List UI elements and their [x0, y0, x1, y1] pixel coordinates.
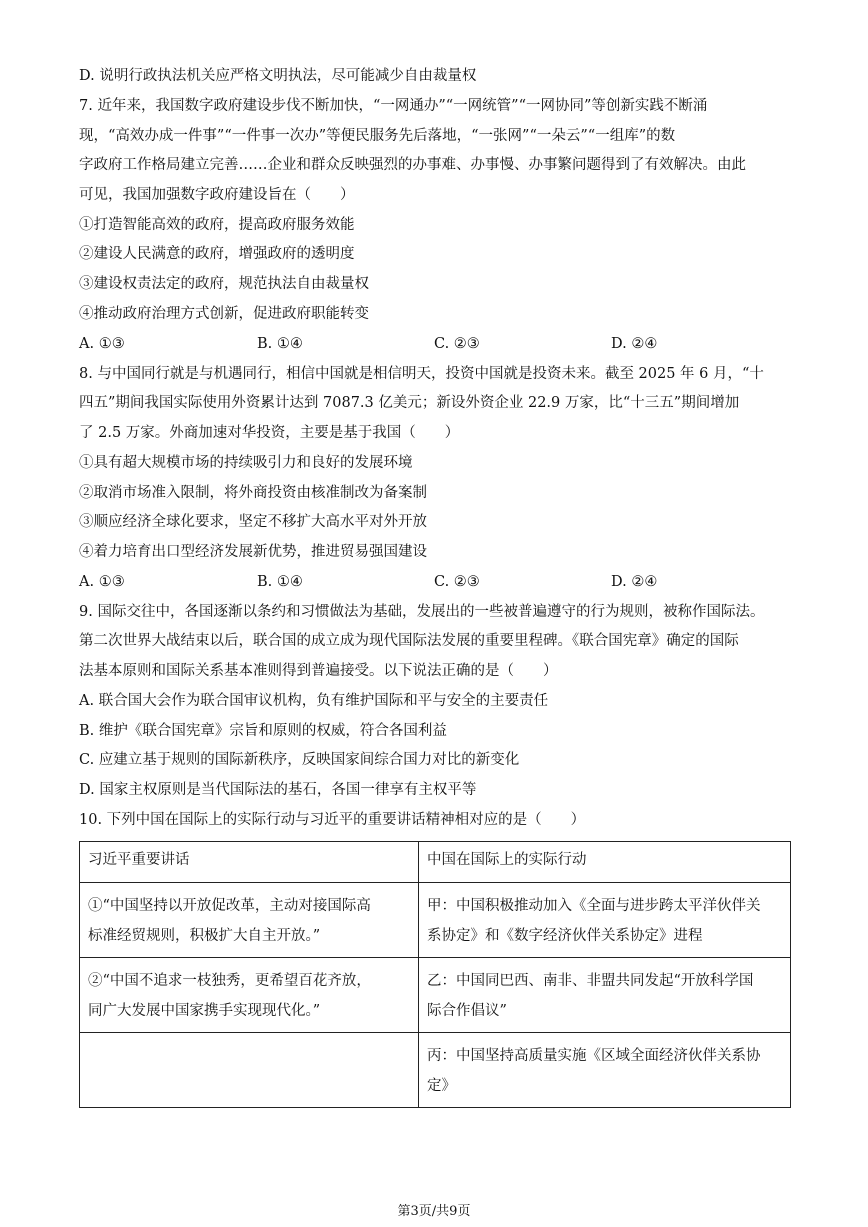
q7-option-c: C. ②③ [434, 336, 480, 352]
q8-options [79, 572, 789, 592]
table-header-cell: 习近平重要讲话 [80, 842, 419, 883]
q7-item: ②建设人民满意的政府，增强政府的透明度 [79, 246, 355, 262]
q10-stem: 10. 下列中国在国际上的实际行动与习近平的重要讲话精神相对应的是（ ） [79, 812, 586, 828]
table-cell-speech [80, 1033, 419, 1108]
q9-stem-line: 法基本原则和国际关系基本准则得到普遍接受。以下说法正确的是（ ） [79, 663, 558, 679]
table-header-row [80, 842, 791, 883]
q7-stem-line: 可见，我国加强数字政府建设旨在（ ） [79, 187, 355, 203]
q8-option-d: D. ②④ [611, 574, 658, 590]
table-cell-action: 乙：中国同巴西、南非、非盟共同发起“开放科学国 际合作倡议” [419, 958, 791, 1033]
table-cell-speech: ①“中国坚持以开放促改革，主动对接国际高 标准经贸规则，积极扩大自主开放。” [80, 883, 419, 958]
table-row [80, 1033, 791, 1108]
q7-item: ④推动政府治理方式创新，促进政府职能转变 [79, 306, 369, 322]
q7-option-d: D. ②④ [611, 336, 658, 352]
q9-option-c: C. 应建立基于规则的国际新秩序，反映国家间综合国力对比的新变化 [79, 752, 520, 768]
q7-stem-line: 现，“高效办成一件事”“一件事一次办”等便民服务先后落地，“一张网”“一朵云”“一组库”的数 [79, 128, 676, 144]
q7-option-a: A. ①③ [79, 336, 125, 352]
table-header-cell: 中国在国际上的实际行动 [419, 842, 791, 883]
q10-table [79, 841, 791, 1108]
q8-stem-line: 了 2.5 万家。外商加速对华投资，主要是基于我国（ ） [79, 425, 460, 441]
q9-option-d: D. 国家主权原则是当代国际法的基石，各国一律享有主权平等 [79, 782, 477, 798]
q8-item: ③顺应经济全球化要求，坚定不移扩大高水平对外开放 [79, 514, 427, 530]
q8-item: ①具有超大规模市场的持续吸引力和良好的发展环境 [79, 455, 413, 471]
q9-stem-line: 9. 国际交往中，各国逐渐以条约和习惯做法为基础，发展出的一些被普遍遵守的行为规则，被称作国际法。 [79, 604, 765, 620]
table-cell-action: 丙：中国坚持高质量实施《区域全面经济伙伴关系协 定》 [419, 1033, 791, 1108]
q7-item: ①打造智能高效的政府，提高政府服务效能 [79, 217, 355, 233]
table-row [80, 883, 791, 958]
q8-option-b: B. ①④ [257, 574, 303, 590]
q9-option-b: B. 维护《联合国宪章》宗旨和原则的权威，符合各国利益 [79, 723, 447, 739]
q9-option-a: A. 联合国大会作为联合国审议机构，负有维护国际和平与安全的主要责任 [79, 693, 549, 709]
q9-stem-line: 第二次世界大战结束以后，联合国的成立成为现代国际法发展的重要里程碑。《联合国宪章》确定的国际 [79, 633, 739, 649]
prev-question-option-d: D. 说明行政执法机关应严格文明执法，尽可能减少自由裁量权 [79, 68, 477, 84]
table-row [80, 958, 791, 1033]
q8-option-a: A. ①③ [79, 574, 125, 590]
q7-stem-line: 字政府工作格局建立完善……企业和群众反映强烈的办事难、办事慢、办事繁问题得到了有效解决。由此 [79, 157, 746, 173]
q7-options [79, 334, 789, 354]
q8-stem-line: 8. 与中国同行就是与机遇同行，相信中国就是相信明天，投资中国就是投资未来。截至 2025 年 6 月，“十 [79, 366, 764, 382]
q8-item: ②取消市场准入限制，将外商投资由核准制改为备案制 [79, 485, 427, 501]
q7-item: ③建设权责法定的政府，规范执法自由裁量权 [79, 276, 369, 292]
q7-option-b: B. ①④ [257, 336, 303, 352]
q8-item: ④着力培育出口型经济发展新优势，推进贸易强国建设 [79, 544, 427, 560]
table-cell-speech: ②“中国不追求一枝独秀，更希望百花齐放， 同广大发展中国家携手实现现代化。” [80, 958, 419, 1033]
q8-stem-line: 四五”期间我国实际使用外资累计达到 7087.3 亿美元；新设外资企业 22.9 万家，比“十三五”期间增加 [79, 395, 740, 411]
q7-stem-line: 7. 近年来，我国数字政府建设步伐不断加快，“一网通办”“一网统管”“一网协同”等创新实践不断涌 [79, 98, 708, 114]
q8-option-c: C. ②③ [434, 574, 480, 590]
table-cell-action: 甲：中国积极推动加入《全面与进步跨太平洋伙伴关 系协定》和《数字经济伙伴关系协定》进程 [419, 883, 791, 958]
page-number: 第3页/共9页 [397, 1204, 471, 1219]
